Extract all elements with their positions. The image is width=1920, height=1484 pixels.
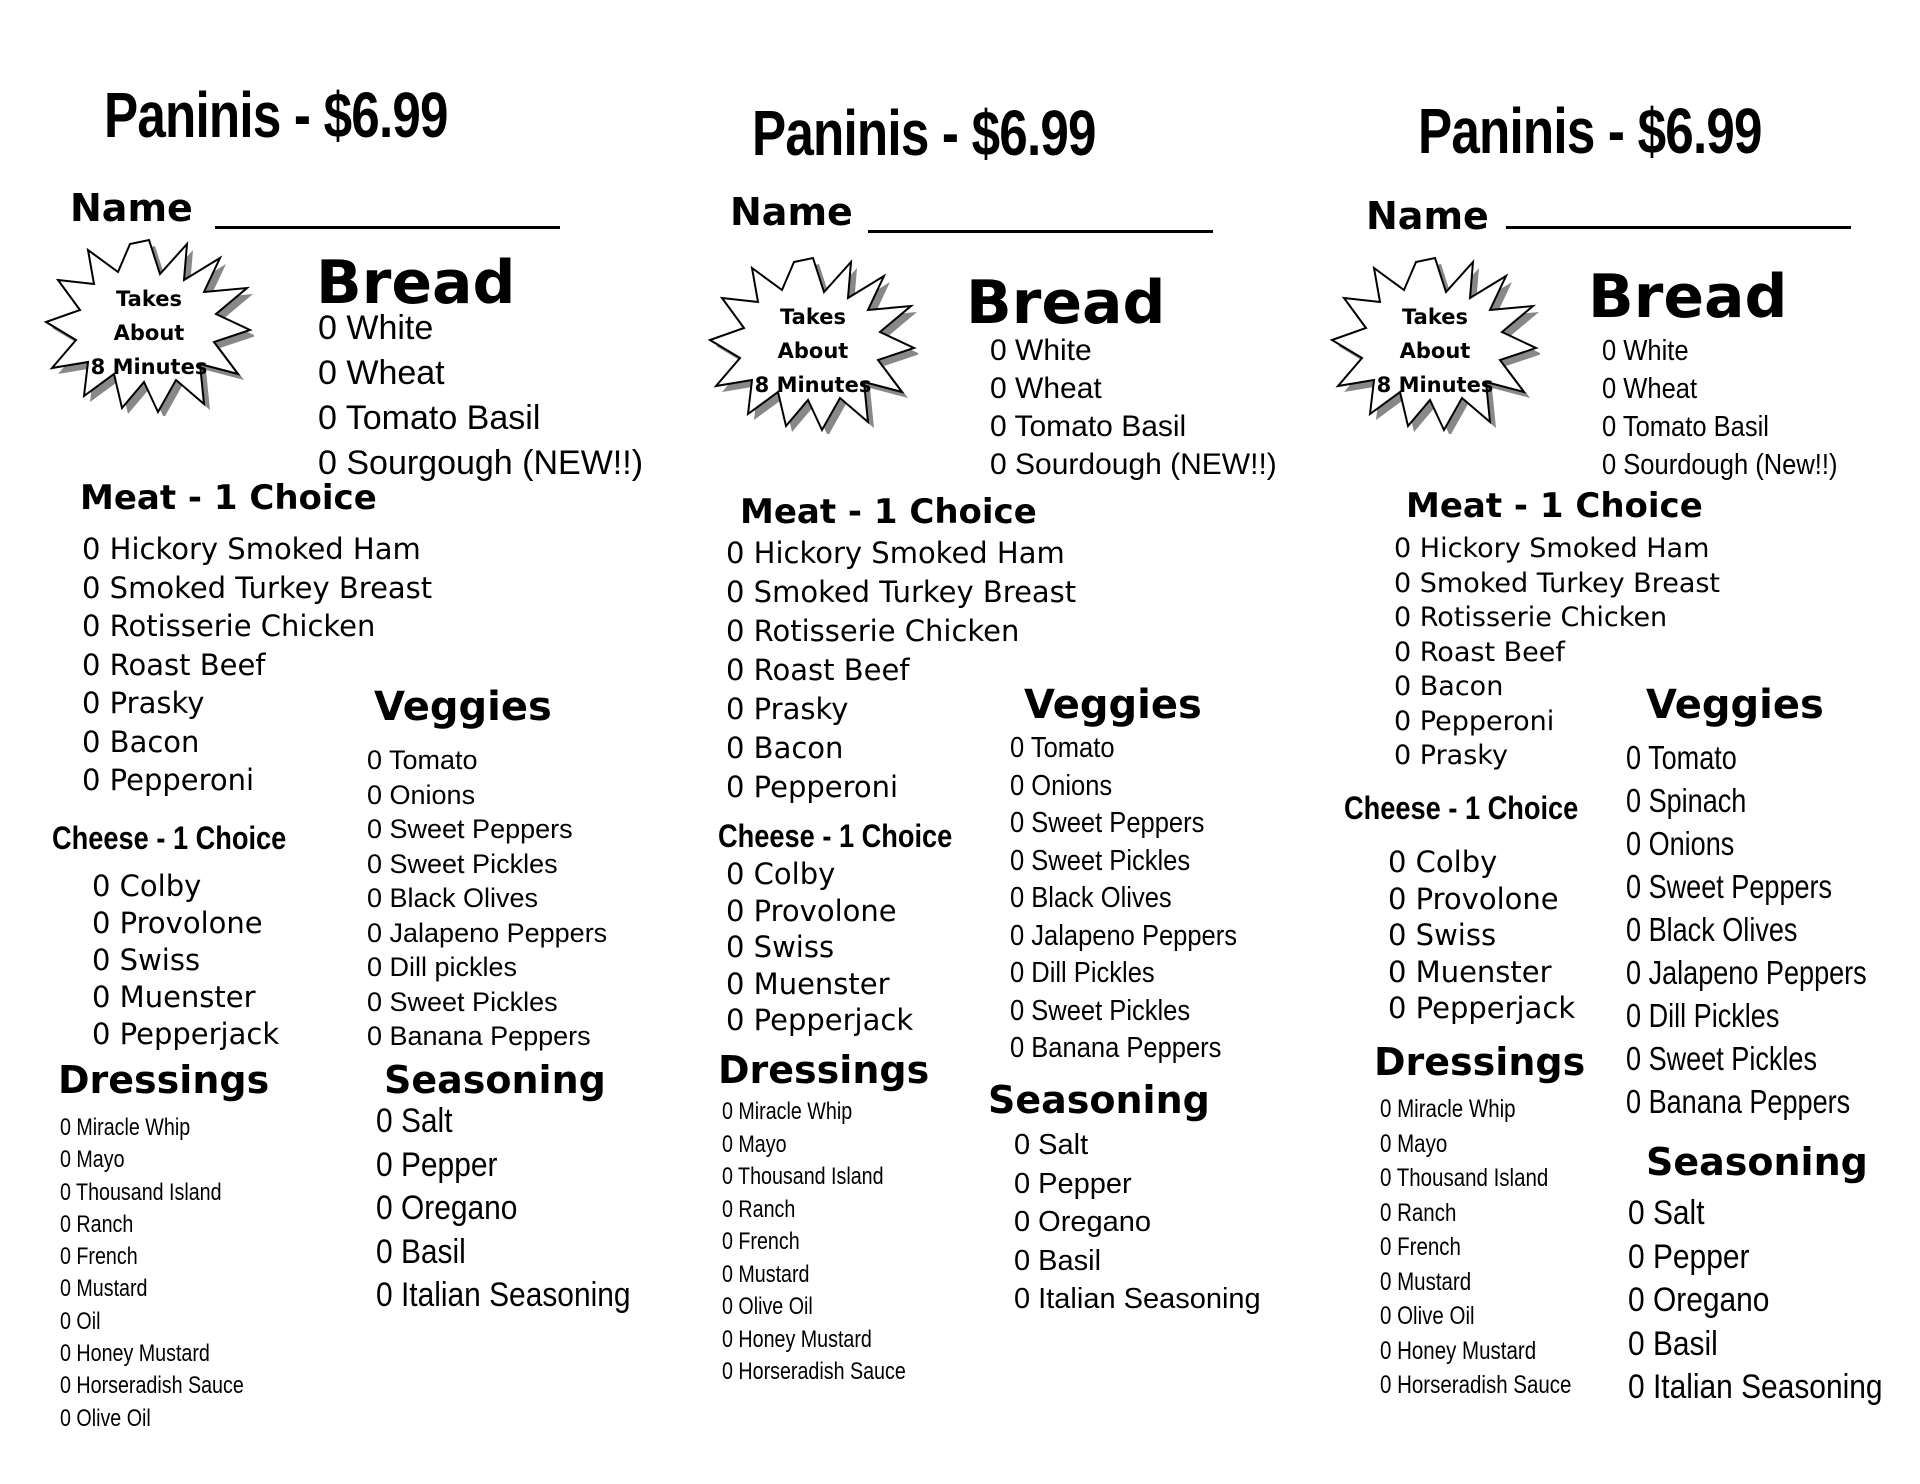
bread-option[interactable]: 0 Tomato Basil — [990, 410, 1187, 443]
cheese-option[interactable]: 0 Pepperjack — [1388, 991, 1576, 1025]
veggie-option[interactable]: 0 Banana Peppers — [1626, 1083, 1851, 1120]
seasoning-option[interactable]: 0 Salt — [1014, 1129, 1089, 1161]
cheese-option[interactable]: 0 Muenster — [92, 980, 256, 1014]
cheese-option[interactable]: 0 Pepperjack — [92, 1017, 280, 1051]
veggie-option[interactable]: 0 Onions — [1626, 825, 1735, 862]
veggie-option[interactable]: 0 Black Olives — [1626, 911, 1798, 948]
meat-option[interactable]: 0 Smoked Turkey Breast — [726, 575, 1077, 609]
name-label: Name — [1366, 194, 1489, 238]
bread-option[interactable]: 0 Sourgough (NEW!!) — [318, 444, 644, 482]
veggies-list — [1626, 736, 1867, 1123]
seasoning-heading: Seasoning — [384, 1058, 606, 1102]
form-title: Paninis - $6.99 — [1418, 95, 1762, 167]
cheese-option[interactable]: 0 Colby — [92, 869, 202, 903]
badge-line: Takes — [780, 305, 846, 329]
bread-option[interactable]: 0 Sourdough (New!!) — [1602, 449, 1838, 481]
dressing-option[interactable]: 0 Mustard — [722, 1260, 810, 1288]
cheese-option[interactable]: 0 Colby — [726, 857, 836, 891]
dressing-option[interactable]: 0 Horseradish Sauce — [60, 1372, 244, 1400]
veggies-heading: Veggies — [374, 684, 552, 730]
seasoning-option[interactable]: 0 Oregano — [376, 1189, 518, 1227]
cheese-heading: Cheese - 1 Choice — [718, 818, 953, 854]
seasoning-option[interactable]: 0 Pepper — [1014, 1167, 1132, 1200]
seasoning-option[interactable]: 0 Salt — [376, 1102, 453, 1140]
dressing-option[interactable]: 0 French — [1380, 1233, 1461, 1261]
dressing-option[interactable]: 0 Ranch — [722, 1195, 796, 1223]
seasoning-option[interactable]: 0 Basil — [1014, 1244, 1102, 1277]
meat-option[interactable]: 0 Roast Beef — [726, 653, 910, 687]
cheese-list — [1388, 844, 1575, 1027]
veggie-option[interactable]: 0 Onions — [1010, 769, 1113, 802]
veggie-option[interactable]: 0 Tomato — [1010, 732, 1115, 764]
seasoning-option[interactable]: 0 Salt — [1628, 1194, 1705, 1232]
bread-heading: Bread — [966, 268, 1166, 338]
name-label: Name — [70, 186, 193, 230]
meat-heading: Meat - 1 Choice — [80, 478, 377, 518]
badge-line: 8 Minutes — [1376, 373, 1494, 397]
meat-option[interactable]: 0 Bacon — [1394, 671, 1504, 702]
veggie-option[interactable]: 0 Sweet Pickles — [367, 848, 558, 879]
dressing-option[interactable]: 0 Miracle Whip — [1380, 1095, 1516, 1123]
veggie-option[interactable]: 0 Jalapeno Peppers — [367, 917, 608, 948]
time-badge — [1330, 254, 1540, 434]
cheese-option[interactable]: 0 Swiss — [92, 943, 201, 977]
form-title: Paninis - $6.99 — [104, 79, 448, 151]
meat-heading: Meat - 1 Choice — [740, 492, 1037, 532]
veggie-option[interactable]: 0 Black Olives — [1010, 882, 1172, 914]
dressing-option[interactable]: 0 Ranch — [1380, 1198, 1457, 1227]
meat-option[interactable]: 0 Prasky — [1394, 740, 1508, 771]
dressings-heading: Dressings — [58, 1058, 270, 1102]
seasoning-option[interactable]: 0 Pepper — [1628, 1237, 1750, 1276]
dressing-option[interactable]: 0 Thousand Island — [60, 1178, 222, 1206]
cheese-option[interactable]: 0 Provolone — [1388, 881, 1559, 916]
name-line[interactable] — [1506, 226, 1851, 229]
veggie-option[interactable]: 0 Sweet Pickles — [367, 986, 558, 1017]
dressing-option[interactable]: 0 Ranch — [60, 1210, 134, 1238]
dressing-option[interactable]: 0 Honey Mustard — [1380, 1336, 1537, 1365]
dressing-option[interactable]: 0 Horseradish Sauce — [1380, 1371, 1572, 1399]
dressing-option[interactable]: 0 Honey Mustard — [722, 1325, 872, 1353]
cheese-option[interactable]: 0 Swiss — [726, 930, 835, 964]
dressings-heading: Dressings — [1374, 1040, 1586, 1084]
meat-option[interactable]: 0 Smoked Turkey Breast — [82, 570, 433, 605]
dressing-option[interactable]: 0 Thousand Island — [722, 1163, 884, 1190]
seasoning-option[interactable]: 0 Italian Seasoning — [376, 1276, 631, 1314]
dressing-option[interactable]: 0 Mayo — [722, 1130, 787, 1158]
veggie-option[interactable]: 0 Sweet Peppers — [1626, 868, 1833, 905]
dressing-option[interactable]: 0 Mustard — [1380, 1267, 1472, 1296]
bread-option[interactable]: 0 Tomato Basil — [1602, 411, 1769, 443]
meat-option[interactable]: 0 Roast Beef — [1394, 636, 1565, 668]
meat-option[interactable]: 0 Smoked Turkey Breast — [1394, 567, 1721, 599]
cheese-option[interactable]: 0 Muenster — [1388, 954, 1552, 989]
bread-option[interactable]: 0 Sourdough (NEW!!) — [990, 448, 1277, 481]
meat-option[interactable]: 0 Hickory Smoked Ham — [1394, 533, 1710, 564]
bread-option[interactable]: 0 Tomato Basil — [318, 399, 541, 437]
cheese-option[interactable]: 0 Swiss — [1388, 918, 1497, 952]
dressing-option[interactable]: 0 Thousand Island — [1380, 1164, 1549, 1192]
veggie-option[interactable]: 0 Sweet Pickles — [1010, 994, 1191, 1027]
dressing-option[interactable]: 0 Mayo — [1380, 1129, 1448, 1158]
meat-option[interactable]: 0 Pepperoni — [1394, 705, 1555, 737]
dressings-heading: Dressings — [718, 1048, 930, 1092]
meat-option[interactable]: 0 Prasky — [82, 686, 205, 720]
dressing-option[interactable]: 0 Horseradish Sauce — [722, 1358, 906, 1385]
meat-heading: Meat - 1 Choice — [1406, 486, 1703, 526]
badge-line: Takes — [116, 287, 182, 311]
veggie-option[interactable]: 0 Sweet Pickles — [1626, 1040, 1818, 1077]
seasoning-option[interactable]: 0 Pepper — [376, 1145, 498, 1184]
veggies-heading: Veggies — [1646, 682, 1824, 728]
seasoning-option[interactable]: 0 Italian Seasoning — [1014, 1283, 1261, 1315]
veggie-option[interactable]: 0 Jalapeno Peppers — [1010, 919, 1238, 952]
meat-option[interactable]: 0 Rotisserie Chicken — [726, 614, 1020, 648]
veggie-option[interactable]: 0 Sweet Pickles — [1010, 844, 1191, 877]
dressing-option[interactable]: 0 Oil — [60, 1307, 101, 1335]
seasoning-heading: Seasoning — [988, 1078, 1210, 1122]
badge-line: Takes — [1402, 305, 1468, 329]
veggie-option[interactable]: 0 Tomato — [367, 745, 478, 775]
veggie-option[interactable]: 0 Dill Pickles — [1626, 997, 1780, 1034]
bread-heading: Bread — [1588, 262, 1788, 332]
veggie-option[interactable]: 0 Spinach — [1626, 782, 1747, 819]
dressing-option[interactable]: 0 Mayo — [60, 1146, 125, 1174]
meat-option[interactable]: 0 Pepperoni — [82, 763, 255, 797]
bread-option[interactable]: 0 White — [1602, 335, 1689, 367]
meat-option[interactable]: 0 Roast Beef — [82, 647, 266, 682]
seasoning-option[interactable]: 0 Oregano — [1628, 1281, 1770, 1319]
dressing-option[interactable]: 0 Olive Oil — [722, 1293, 813, 1320]
meat-option[interactable]: 0 Pepperoni — [726, 770, 899, 804]
badge-line: 8 Minutes — [90, 355, 208, 379]
meat-option[interactable]: 0 Prasky — [726, 692, 849, 726]
dressing-option[interactable]: 0 Mustard — [60, 1275, 148, 1303]
badge-line: About — [1399, 339, 1471, 363]
dressing-option[interactable]: 0 French — [722, 1228, 800, 1255]
bread-option[interactable]: 0 Wheat — [1602, 373, 1698, 405]
meat-option[interactable]: 0 Rotisserie Chicken — [1394, 602, 1668, 633]
seasoning-option[interactable]: 0 Basil — [1628, 1324, 1718, 1363]
bread-option[interactable]: 0 Wheat — [318, 354, 445, 392]
bread-list — [1602, 332, 1837, 484]
meat-option[interactable]: 0 Bacon — [726, 731, 844, 765]
meat-option[interactable]: 0 Rotisserie Chicken — [82, 609, 376, 643]
veggie-option[interactable]: 0 Banana Peppers — [1010, 1032, 1222, 1064]
veggie-option[interactable]: 0 Tomato — [1626, 739, 1737, 776]
seasoning-heading: Seasoning — [1646, 1140, 1868, 1184]
dressing-option[interactable]: 0 Olive Oil — [1380, 1302, 1475, 1330]
seasoning-option[interactable]: 0 Italian Seasoning — [1628, 1368, 1883, 1406]
dressing-option[interactable]: 0 Honey Mustard — [60, 1340, 210, 1368]
veggie-option[interactable]: 0 Sweet Peppers — [1010, 807, 1205, 839]
cheese-option[interactable]: 0 Pepperjack — [726, 1003, 914, 1037]
name-label: Name — [730, 190, 853, 234]
cheese-heading: Cheese - 1 Choice — [1344, 790, 1579, 826]
cheese-option[interactable]: 0 Colby — [1388, 845, 1498, 879]
dressings-list — [1380, 1092, 1571, 1403]
bread-option[interactable]: 0 Wheat — [990, 372, 1102, 405]
veggie-option[interactable]: 0 Sweet Peppers — [367, 814, 573, 844]
meat-option[interactable]: 0 Hickory Smoked Ham — [82, 532, 421, 566]
cheese-option[interactable]: 0 Provolone — [726, 893, 897, 928]
cheese-option[interactable]: 0 Provolone — [92, 906, 263, 940]
dressing-option[interactable]: 0 Miracle Whip — [60, 1114, 191, 1141]
seasoning-option[interactable]: 0 Basil — [376, 1232, 466, 1271]
seasoning-option[interactable]: 0 Oregano — [1014, 1206, 1152, 1238]
meat-option[interactable]: 0 Hickory Smoked Ham — [726, 536, 1065, 570]
bread-option[interactable]: 0 White — [990, 334, 1092, 367]
badge-line: 8 Minutes — [754, 373, 872, 397]
dressing-option[interactable]: 0 Olive Oil — [60, 1404, 151, 1432]
badge-line: About — [777, 339, 849, 363]
badge-line: About — [113, 321, 185, 345]
veggies-heading: Veggies — [1024, 682, 1202, 728]
veggie-option[interactable]: 0 Black Olives — [367, 883, 539, 913]
bread-heading: Bread — [316, 248, 516, 318]
seasoning-list — [1628, 1192, 1883, 1410]
veggie-option[interactable]: 0 Dill pickles — [367, 952, 518, 982]
cheese-heading: Cheese - 1 Choice — [52, 820, 287, 856]
meat-option[interactable]: 0 Bacon — [82, 724, 200, 759]
veggie-option[interactable]: 0 Dill Pickles — [1010, 957, 1155, 989]
dressing-option[interactable]: 0 Miracle Whip — [722, 1098, 853, 1125]
bread-option[interactable]: 0 White — [318, 309, 434, 347]
dressing-option[interactable]: 0 French — [60, 1243, 138, 1271]
cheese-option[interactable]: 0 Muenster — [726, 966, 890, 1001]
veggie-option[interactable]: 0 Banana Peppers — [367, 1021, 591, 1051]
veggie-option[interactable]: 0 Jalapeno Peppers — [1626, 954, 1867, 991]
form-title: Paninis - $6.99 — [752, 97, 1096, 169]
veggie-option[interactable]: 0 Onions — [367, 779, 476, 810]
